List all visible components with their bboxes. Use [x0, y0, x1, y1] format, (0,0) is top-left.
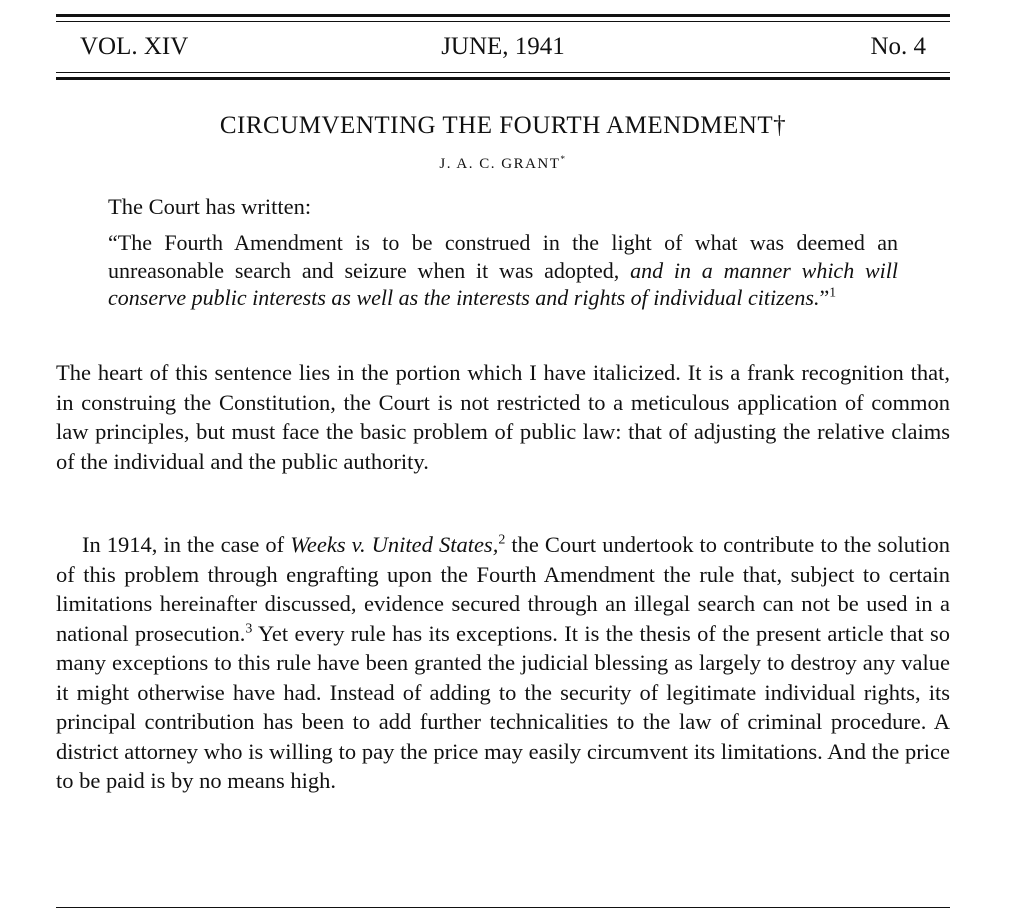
bottom-rule [56, 907, 950, 908]
paragraph-2-part-1: In 1914, in the case of [82, 532, 285, 557]
article-author [56, 156, 950, 173]
paragraph-2-part-3: Yet every rule has its exceptions. It is the thesis of the present article that so many exceptions to this rule have been granted the judicial blessing as largely to destroy any value it might otherwise have had. Instead of adding to the security of legitimate individual rights, its principal contribution has been to add further technicalities to the law of criminal procedure. A district attorney who is willing to pay the price may easily circumvent its limitations. And the price to be paid is by no means high. [56, 620, 950, 793]
quote-close-mark: ” [819, 285, 830, 310]
top-rule-thick [56, 14, 950, 17]
volume-label: VOL. XIV [80, 33, 189, 60]
author-footnote-mark: * [560, 155, 567, 165]
quote-italic-text: and in a manner which will conserve public interests as well as the interests and rights of individual citizens. [108, 257, 899, 310]
quote-plain-text: “The Fourth Amendment is to be construed in the light of what was deemed an unreasonable search and seizure when it was adopted, [108, 230, 898, 283]
paragraph-2-part-2: the Court undertook to contribute to the solution of this problem through engrafting upon the Fourth Amendment the rule that, subject to certain limitations hereinafter discussed, evidence secured through an illegal search can not be used in a national prosecution. [56, 532, 950, 646]
author-name: J. A. C. GRANT [439, 156, 561, 172]
block-quote [108, 229, 898, 312]
article-title-text: CIRCUMVENTING THE FOURTH AMENDMENT [219, 112, 774, 139]
footnote-ref-1: 1 [829, 284, 837, 300]
lead-in-text: The Court has written: [108, 194, 312, 219]
top-rule-thin [56, 21, 950, 22]
footnote-ref-3: 3 [245, 621, 253, 636]
footnote-ref-2: 2 [498, 532, 506, 548]
article-title [56, 112, 950, 140]
case-name: Weeks v. United States, [290, 532, 499, 557]
title-dagger-mark: † [773, 112, 787, 139]
paragraph-1: The heart of this sentence lies in the portion which I have italicized. It is a frank recognition that, in construing the Constitution, the Court is not restricted to a meticulous application of common law principles, but must face the basic problem of public law: that of adjusting the relative claims of the individual and the public authority. [56, 360, 950, 474]
masthead-rule-thick [56, 77, 950, 80]
masthead [80, 30, 926, 64]
issue-number: No. 4 [870, 33, 926, 60]
issue-date: JUNE, 1941 [441, 33, 565, 60]
paragraph-2 [56, 530, 950, 796]
masthead-rule-thin [56, 72, 950, 73]
